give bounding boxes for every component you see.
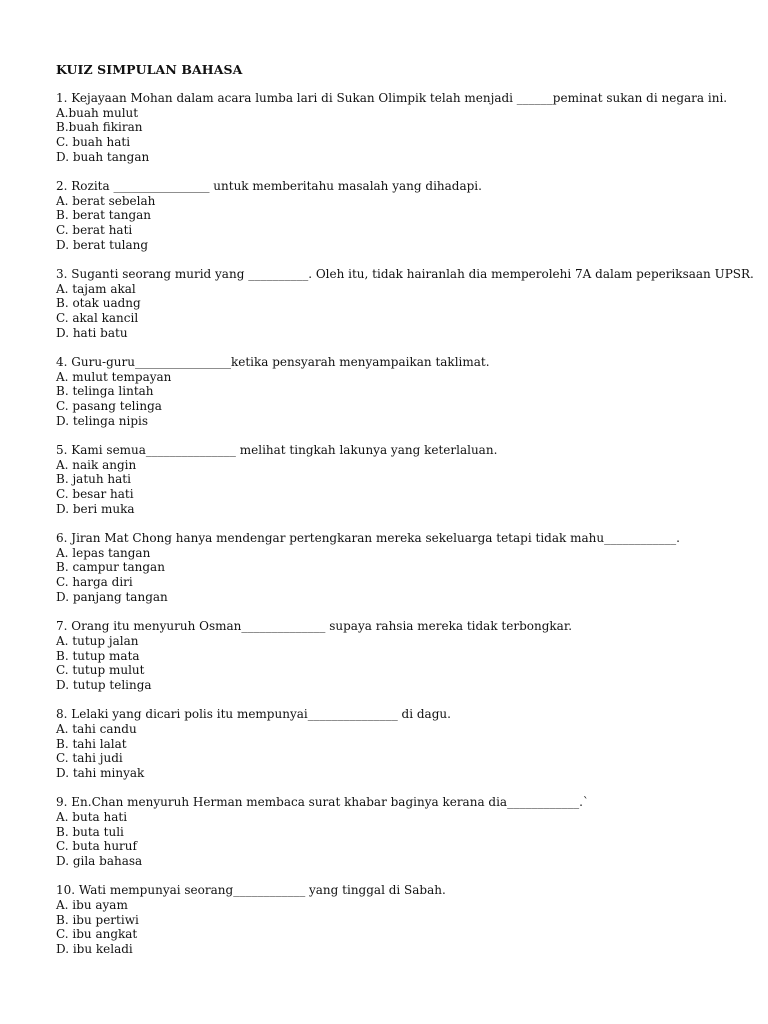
page-title: KUIZ SIMPULAN BAHASA	[56, 62, 243, 77]
answer-option: A. ibu ayam	[56, 897, 128, 912]
answer-option: D. ibu keladi	[56, 941, 133, 956]
question-9	[56, 795, 746, 869]
answer-option: C. buah hati	[56, 135, 131, 150]
question-text: 9. En.Chan menyuruh Herman membaca surat khabar baginya kerana dia____________.`	[56, 795, 589, 810]
question-4	[56, 355, 746, 429]
question-text: 8. Lelaki yang dicari polis itu mempunyai_______________ di dagu.	[56, 707, 451, 722]
answer-option: B. berat tangan	[56, 208, 152, 223]
answer-option: B. tutup mata	[56, 648, 140, 663]
question-text: 5. Kami semua_______________ melihat tingkah lakunya yang keterlaluan.	[56, 443, 498, 458]
answer-option: A.buah mulut	[56, 105, 139, 120]
question-text: 2. Rozita ________________ untuk memberitahu masalah yang dihadapi.	[56, 179, 482, 194]
question-3	[56, 267, 754, 341]
answer-option: B. tahi lalat	[56, 736, 127, 751]
answer-option: A. berat sebelah	[56, 193, 156, 208]
answer-option: B. campur tangan	[56, 560, 165, 575]
answer-option: B. ibu pertiwi	[56, 912, 139, 927]
question-2	[56, 179, 746, 253]
answer-option: D. telinga nipis	[56, 413, 149, 428]
question-list	[56, 91, 754, 957]
answer-option: A. tajam akal	[56, 281, 136, 296]
answer-option: D. hati batu	[56, 325, 128, 340]
answer-option: A. tahi candu	[56, 721, 137, 736]
question-6	[56, 531, 746, 605]
answer-option: C. akal kancil	[56, 311, 139, 326]
answer-option: A. buta hati	[56, 809, 128, 824]
answer-option: B. buta tuli	[56, 824, 124, 839]
answer-option: D. panjang tangan	[56, 589, 168, 604]
answer-option: A. naik angin	[56, 457, 137, 472]
question-5	[56, 443, 746, 517]
answer-option: D. buah tangan	[56, 149, 150, 164]
answer-option: A. mulut tempayan	[56, 369, 172, 384]
answer-option: C. harga diri	[56, 575, 133, 590]
quiz-page	[56, 62, 754, 971]
answer-option: B. jatuh hati	[56, 472, 131, 487]
question-text: 1. Kejayaan Mohan dalam acara lumba lari di Sukan Olimpik telah menjadi ______peminat sukan di negara ini.	[56, 91, 728, 105]
answer-option: B. otak uadng	[56, 296, 141, 311]
answer-option: C. pasang telinga	[56, 399, 162, 414]
question-text: 3. Suganti seorang murid yang __________. Oleh itu, tidak hairanlah dia memperolehi 7A dalam peperiksaan UPSR.	[56, 267, 754, 282]
question-text: 7. Orang itu menyuruh Osman______________ supaya rahsia mereka tidak terbongkar.	[56, 619, 573, 634]
answer-option: D. beri muka	[56, 501, 135, 516]
answer-option: C. besar hati	[56, 487, 134, 502]
answer-option: B. telinga lintah	[56, 384, 154, 399]
answer-option: C. tahi judi	[56, 751, 123, 766]
answer-option: A. lepas tangan	[56, 545, 151, 560]
question-1	[56, 91, 746, 165]
answer-option: D. tutup telinga	[56, 677, 152, 692]
answer-option: D. gila bahasa	[56, 853, 143, 868]
answer-option: C. tutup mulut	[56, 663, 145, 678]
question-text: 10. Wati mempunyai seorang____________ yang tinggal di Sabah.	[56, 883, 446, 898]
question-text: 4. Guru-guru________________ketika pensyarah menyampaikan taklimat.	[56, 355, 490, 370]
question-text: 6. Jiran Mat Chong hanya mendengar pertengkaran mereka sekeluarga tetapi tidak mahu____________.	[56, 531, 680, 546]
question-7	[56, 619, 746, 693]
answer-option: B.buah fikiran	[56, 120, 143, 135]
answer-option: C. buta huruf	[56, 839, 137, 854]
answer-option: C. berat hati	[56, 223, 133, 238]
question-10	[56, 883, 746, 957]
answer-option: C. ibu angkat	[56, 927, 138, 942]
question-8	[56, 707, 746, 781]
answer-option: D. berat tulang	[56, 237, 149, 252]
answer-option: A. tutup jalan	[56, 633, 139, 648]
answer-option: D. tahi minyak	[56, 765, 145, 780]
